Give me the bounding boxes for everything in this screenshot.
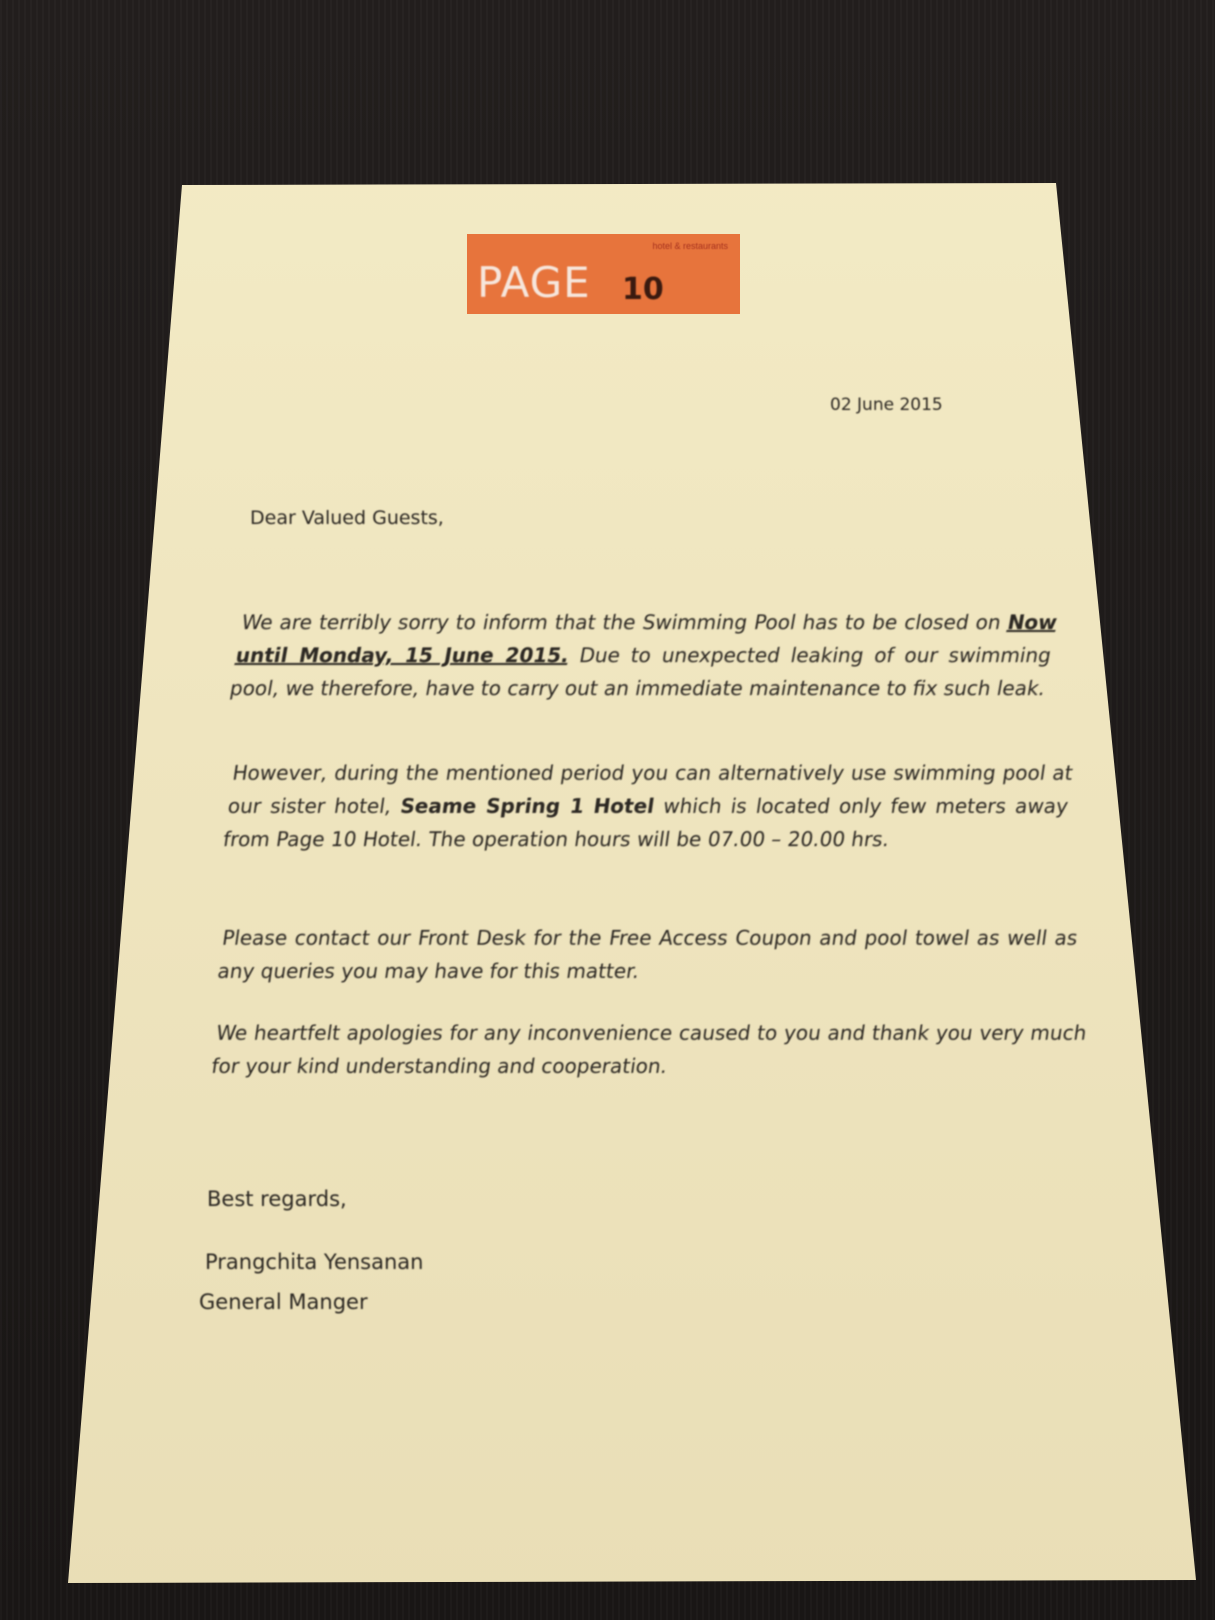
letter-date: 02 June 2015 — [830, 395, 943, 415]
signer-name: Prangchita Yensanan — [205, 1250, 424, 1274]
paragraph-alternative-pool — [221, 757, 1075, 856]
paragraph-closure-notice — [227, 606, 1059, 705]
sister-hotel-name: Seame Spring 1 Hotel — [398, 794, 656, 818]
paragraph-text: However, during the mentioned period you can alternatively use swimming pool at our sister hotel, — [226, 761, 1075, 818]
paragraph-text: which is located only few meters away from Page 10 Hotel. The operation hours will be 07.00 – 20.00 hrs. — [221, 794, 1070, 851]
logo-word: PAGE — [477, 258, 591, 307]
closing: Best regards, — [207, 1187, 347, 1211]
paragraph-apology: We heartfelt apologies for any inconvenience caused to you and thank you very much for your kind understanding and cooperation. — [210, 1021, 1089, 1078]
salutation: Dear Valued Guests, — [250, 507, 444, 529]
logo-tagline: hotel & restaurants — [652, 241, 728, 251]
closure-period: Now until Monday, 15 June 2015. — [233, 610, 1060, 667]
signer-title: General Manger — [199, 1290, 368, 1314]
hotel-logo — [467, 234, 740, 314]
paragraph-text: Due to unexpected leaking of our swimming pool, we therefore, have to carry out an immediate maintenance to fix such leak. — [228, 643, 1054, 700]
paragraph-front-desk: Please contact our Front Desk for the Free Access Coupon and pool towel as well as any queries you may have for this matter. — [216, 926, 1080, 983]
logo-number: 10 — [622, 272, 664, 307]
paragraph-text: We are terribly sorry to inform that the Swimming Pool has to be closed on — [239, 610, 1011, 634]
